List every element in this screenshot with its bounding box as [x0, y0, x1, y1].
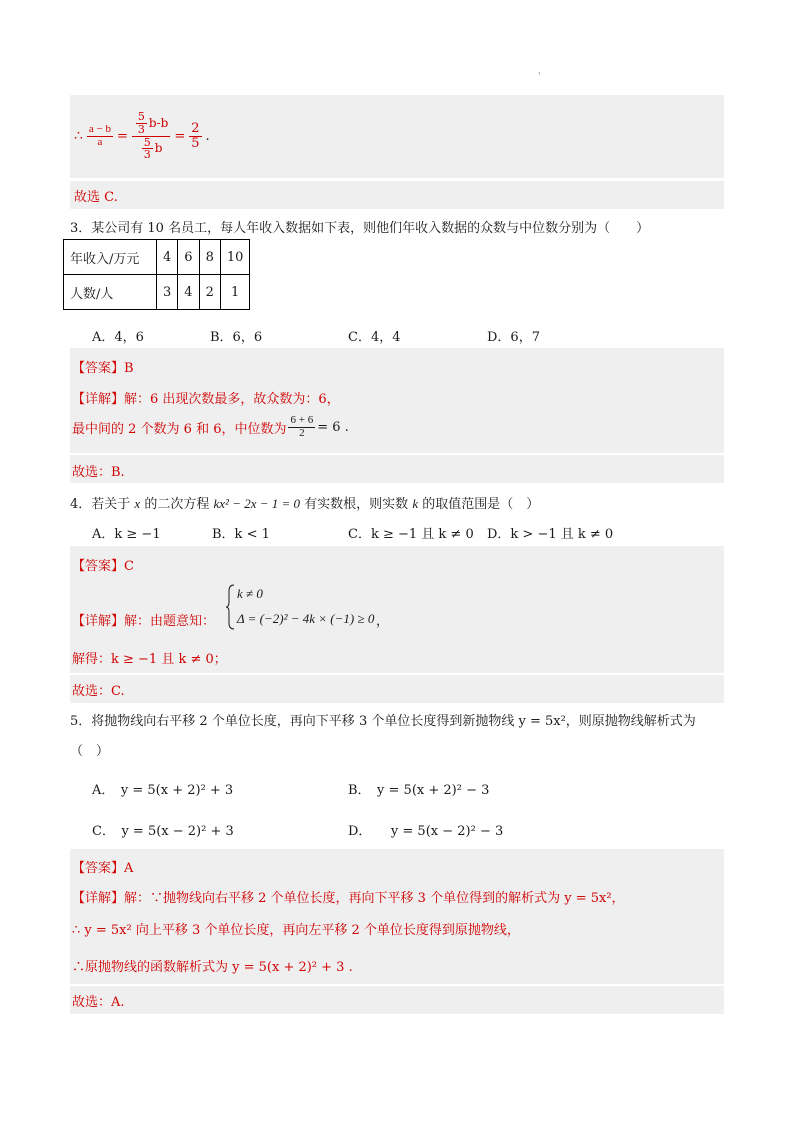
table-cell: 2 — [199, 275, 220, 310]
q4-system-eq2: Δ = (−2)² − 4k × (−1) ≥ 0 — [237, 611, 375, 626]
q3-answer: 【答案】B — [72, 361, 134, 376]
q3-option-a: A．4，6 — [92, 330, 144, 345]
q4-stem: 4．若关于 x 的二次方程 kx² − 2x − 1 = 0 有实数根，则实数 k 的取值范围是（ ） — [70, 496, 540, 512]
q3-choice: 故选：B. — [72, 465, 125, 480]
q4-system-eq1: k ≠ 0 — [237, 586, 263, 601]
q5-option-c: C． y = 5(x − 2)² + 3 — [92, 824, 234, 839]
table-row — [64, 275, 250, 310]
table-row — [64, 240, 250, 275]
q4-detail-line2: 解得：k ≥ −1 且 k ≠ 0； — [72, 652, 227, 667]
table-cell: 8 — [199, 240, 220, 275]
table-row-label: 年收入/万元 — [64, 240, 157, 275]
table-cell: 10 — [220, 240, 250, 275]
q3-option-b: B．6，6 — [210, 330, 263, 345]
left-brace-icon — [226, 584, 236, 630]
q5-stem-line2: （ ） — [70, 744, 110, 759]
q3-option-c: C．4，4 — [348, 330, 401, 345]
q4-option-d: D．k > −1 且 k ≠ 0 — [487, 527, 614, 542]
table-cell: 6 — [178, 240, 199, 275]
q5-option-b: B． y = 5(x + 2)² − 3 — [348, 783, 490, 798]
q4-option-c: C．k ≥ −1 且 k ≠ 0 — [348, 527, 474, 542]
q4-option-a: A．k ≥ −1 — [92, 527, 161, 542]
q3-stem: 3．某公司有 10 名员工，每人年收入数据如下表，则他们年收入数据的众数与中位数分别为（ ） — [70, 221, 650, 236]
table-cell: 4 — [178, 275, 199, 310]
q5-answer: 【答案】A — [72, 861, 134, 876]
q5-option-d: D． y = 5(x − 2)² − 3 — [348, 824, 504, 839]
table-cell: 4 — [157, 240, 178, 275]
median-fraction: $\frac{6 + 6}{2}$ — [290, 414, 314, 439]
q5-detail-line2: ∴ y = 5x² 向上平移 3 个单位长度，再向左平移 2 个单位长度得到原抛物线， — [72, 923, 520, 938]
rhs-fraction: $\frac{2}{5}$ — [191, 120, 200, 151]
q3-option-d: D．6，7 — [487, 330, 540, 345]
q3-detail-line1: 【详解】解：6 出现次数最多，故众数为：6， — [72, 392, 340, 407]
q5-choice-block — [70, 986, 724, 1014]
mid-fraction: $\frac{5}{3}$ b-b $\frac{5}{3}$ b — [132, 111, 170, 160]
q4-option-b: B．k < 1 — [212, 527, 270, 542]
q4-choice-block — [70, 675, 724, 703]
q5-detail-line3: ∴原抛物线的函数解析式为 y = 5(x + 2)² + 3 . — [72, 960, 353, 975]
table-row-label: 人数/人 — [64, 275, 157, 310]
lhs-fraction: $\frac{a - b}{a}$ — [88, 122, 112, 148]
table-cell: 3 — [157, 275, 178, 310]
q4-answer: 【答案】C — [72, 559, 134, 574]
q3-choice-block — [70, 455, 724, 483]
therefore-symbol: ∴ — [74, 128, 83, 144]
q3-detail-line2: 最中间的 2 个数为 6 和 6，中位数为 $\frac{6 + 6}{2}$ = 6 . — [72, 414, 349, 439]
income-table — [63, 239, 250, 310]
q4-choice: 故选：C. — [72, 684, 125, 699]
q5-detail-line1: 【详解】解：∵抛物线向右平移 2 个单位长度，再向下平移 3 个单位得到的解析式为 y = 5x²， — [72, 891, 625, 906]
q5-choice: 故选：A. — [72, 995, 125, 1010]
table-cell: 1 — [220, 275, 250, 310]
q2-choice-block — [70, 181, 724, 209]
q2-choice: 故选 C. — [74, 190, 118, 205]
header-mark: ' — [538, 72, 541, 82]
q5-option-a: A． y = 5(x + 2)² + 3 — [92, 783, 234, 798]
q4-system-brace — [226, 584, 236, 634]
q4-system-end: ， — [376, 614, 390, 629]
q5-stem-line1: 5．将抛物线向右平移 2 个单位长度，再向下平移 3 个单位长度得到新抛物线 y = 5x²，则原抛物线解析式为 — [70, 714, 696, 729]
q4-detail-line1: 【详解】解：由题意知： — [72, 614, 216, 629]
q2-result-formula: ∴ $\frac{a - b}{a}$ = $\frac{5}{3}$ b-b $\frac{5}{3}$ b = $\frac{2}{5}$ . — [74, 110, 210, 162]
